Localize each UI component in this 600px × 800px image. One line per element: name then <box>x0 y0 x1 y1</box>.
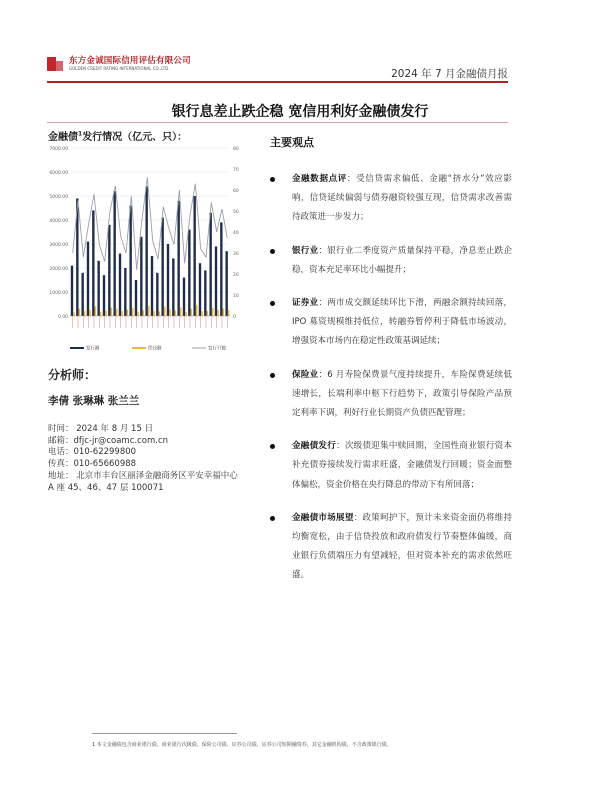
analyst-names: 李倩 张琳琳 张兰兰 <box>48 395 140 407</box>
main-points-list <box>270 170 512 600</box>
contact-info <box>48 424 238 494</box>
bar-repayment <box>73 312 75 316</box>
left-axis-tick: 0.00 <box>57 315 68 320</box>
bar-issuance <box>113 191 115 316</box>
logo-mark-icon <box>47 55 65 73</box>
bar-issuance <box>97 261 99 316</box>
bar-repayment <box>105 311 107 316</box>
bullet-icon <box>270 373 275 378</box>
bar-repayment <box>116 309 118 316</box>
bar-repayment <box>201 311 203 316</box>
bar-issuance <box>193 196 195 316</box>
right-axis-tick: 60 <box>233 189 239 194</box>
right-axis-tick: 0 <box>233 315 236 320</box>
point-financial-data <box>270 170 512 228</box>
bar-issuance <box>167 244 169 316</box>
bar-repayment <box>100 312 102 316</box>
bar-issuance <box>188 230 190 316</box>
bar-issuance <box>108 225 110 316</box>
issuance-chart <box>42 138 252 360</box>
bar-repayment <box>175 310 177 316</box>
left-axis-tick: 7000.00 <box>49 147 68 152</box>
bar-repayment <box>185 312 187 316</box>
bar-issuance <box>124 268 126 316</box>
bar-issuance <box>199 263 201 316</box>
bar-issuance <box>92 210 94 316</box>
chart-title-footnote-ref: 1 <box>78 130 83 138</box>
title-divider <box>47 122 508 123</box>
bar-repayment <box>153 311 155 316</box>
legend-label-count: 发行只数 <box>208 346 226 352</box>
bar-repayment <box>169 309 171 316</box>
footnote-divider <box>92 733 237 734</box>
point-label: 金融数据点评 <box>292 174 347 184</box>
logo-company-name: 东方金诚国际信用评估有限公司 <box>69 56 191 66</box>
bar-repayment <box>132 308 134 316</box>
bar-issuance <box>87 242 89 316</box>
bar-issuance <box>161 218 163 316</box>
left-axis-tick: 5000.00 <box>49 195 68 200</box>
contact-phone: 电话：010-62299800 <box>48 447 137 458</box>
point-label: 金融债市场展望 <box>292 512 354 523</box>
bullet-icon <box>270 177 275 182</box>
bar-repayment <box>212 308 214 316</box>
bar-repayment <box>143 310 145 316</box>
point-text: ：两市成交额延续环比下滑，两融余额持续回落，IPO 募资规模维持低位，转融券暂停利于降低市场波动，增强资本市场内在稳定性政策基调延续； <box>292 298 512 347</box>
left-axis-tick: 3000.00 <box>49 243 68 248</box>
bar-repayment <box>196 305 198 316</box>
point-securities <box>270 294 512 352</box>
point-text: ：政策呵护下，预计未来资金面仍将维持均衡宽松，由于信贷投放和政府债发行节奏整体偏缓，商业银行负债端压力有望减轻，但对资本补充的需求依然旺盛。 <box>292 512 512 581</box>
bar-issuance <box>177 201 179 316</box>
contact-email: 邮箱：dfjc-jr@coamc.com.cn <box>48 435 169 446</box>
bar-repayment <box>159 311 161 316</box>
company-logo <box>47 55 191 73</box>
bar-issuance <box>71 266 73 316</box>
chart-title-suffix: 发行情况（亿元、只）： <box>82 132 188 143</box>
point-label: 银行业 <box>292 245 319 256</box>
right-axis-tick: 30 <box>233 252 239 257</box>
point-market-outlook <box>270 509 512 586</box>
bullet-icon <box>270 516 275 521</box>
right-axis-tick: 50 <box>233 210 239 215</box>
bullet-icon <box>270 444 275 449</box>
right-axis-tick: 10 <box>233 294 239 299</box>
bar-issuance <box>225 251 227 316</box>
bullet-icon <box>270 301 275 306</box>
bar-repayment <box>223 309 225 316</box>
bullet-icon <box>270 249 275 254</box>
contact-address: 地址： 北京市丰台区丽泽金融商务区平安幸福中心 <box>48 470 238 481</box>
bar-repayment <box>191 309 193 316</box>
point-label: 保险业 <box>292 369 319 380</box>
bar-repayment <box>148 306 150 316</box>
bar-issuance <box>220 222 222 316</box>
right-axis-tick: 80 <box>233 147 239 152</box>
bar-repayment <box>127 310 129 316</box>
bar-repayment <box>89 310 91 316</box>
report-tag: 2024 年 7 月金融债月报 <box>391 68 508 80</box>
contact-date: 时间： 2024 年 8 月 15 日 <box>48 424 154 434</box>
bar-repayment <box>79 309 81 316</box>
bar-issuance <box>145 186 147 316</box>
bar-issuance <box>151 256 153 316</box>
left-axis-tick: 2000.00 <box>49 267 68 272</box>
bar-issuance <box>135 280 137 316</box>
header-divider <box>47 81 508 83</box>
logo-company-name-en: GOLDEN CREDIT RATING INTERNATIONAL CO.,LTD. <box>69 66 170 71</box>
legend-swatch-issuance <box>70 347 84 349</box>
point-text: ：次级债迎集中赎回期，全国性商业银行资本补充债券接续发行需求旺盛，金融债发行回暖；资金面整体偏松，资金价格在央行降息的带动下有所回落； <box>292 441 512 490</box>
bar-issuance <box>172 258 174 316</box>
legend-swatch-repayment <box>132 347 146 349</box>
bar-issuance <box>209 213 211 316</box>
bar-repayment <box>217 310 219 316</box>
footnote: 1 本文金融债包含商业银行债、商业银行次级债、保险公司债、证券公司债、证券公司短期融资券、其它金融机构债，不含政策银行债。 <box>92 742 392 748</box>
main-points-heading: 主要观点 <box>270 136 314 149</box>
bar-issuance <box>215 246 217 316</box>
bar-issuance <box>156 273 158 316</box>
page-title: 银行息差止跌企稳 宽信用利好金融债发行 <box>171 104 429 120</box>
legend-label-repayment: 偿还额 <box>148 346 162 352</box>
bar-repayment <box>164 307 166 316</box>
bar-repayment <box>121 311 123 316</box>
point-insurance <box>270 366 512 424</box>
bar-repayment <box>180 307 182 316</box>
bar-issuance <box>81 273 83 316</box>
legend-label-issuance: 发行额 <box>86 346 100 352</box>
issuance-chart-svg <box>42 138 252 360</box>
contact-fax: 传真：010-65660988 <box>48 459 137 470</box>
point-text: ：银行业二季度资产质量保持平稳，净息差止跌企稳，资本充足率环比小幅提升； <box>292 245 512 275</box>
point-label: 证券业 <box>292 298 319 309</box>
left-axis-tick: 6000.00 <box>49 171 68 176</box>
point-text: ：受信贷需求偏低、金融“挤水分”效应影响，信贷延续偏弱与债券融资较强互现，信贷需求改善需待政策进一步发力； <box>292 174 512 223</box>
point-label: 金融债发行 <box>292 441 337 452</box>
contact-address-line2: A 座 45、46、47 层 100071 <box>48 482 164 493</box>
point-bond-issuance <box>270 437 512 495</box>
bar-repayment <box>95 306 97 316</box>
point-banking <box>270 242 512 280</box>
left-axis-tick: 4000.00 <box>49 219 68 224</box>
chart-title-main: 金融债 <box>48 132 78 143</box>
bar-repayment <box>137 312 139 316</box>
right-axis-tick: 20 <box>233 273 239 278</box>
bar-repayment <box>84 311 86 316</box>
bar-issuance <box>129 206 131 316</box>
bar-issuance <box>103 275 105 316</box>
right-axis-tick: 40 <box>233 231 239 236</box>
bar-issuance <box>204 270 206 316</box>
point-text: ：6 月寿险保费景气度持续提升，车险保费延续低速增长，长端利率中枢下行趋势下，政策引导保险产品预定利率下调，利好行业长期资产负债匹配管理； <box>292 369 512 419</box>
analyst-heading: 分析师： <box>48 368 97 382</box>
bar-repayment <box>207 311 209 316</box>
bar-issuance <box>183 278 185 316</box>
bar-issuance <box>119 254 121 316</box>
line-issue-count <box>73 177 228 269</box>
right-axis-tick: 70 <box>233 168 239 173</box>
bar-repayment <box>228 310 230 316</box>
bar-repayment <box>111 308 113 316</box>
left-axis-tick: 1000.00 <box>49 291 68 296</box>
bar-issuance <box>140 237 142 316</box>
